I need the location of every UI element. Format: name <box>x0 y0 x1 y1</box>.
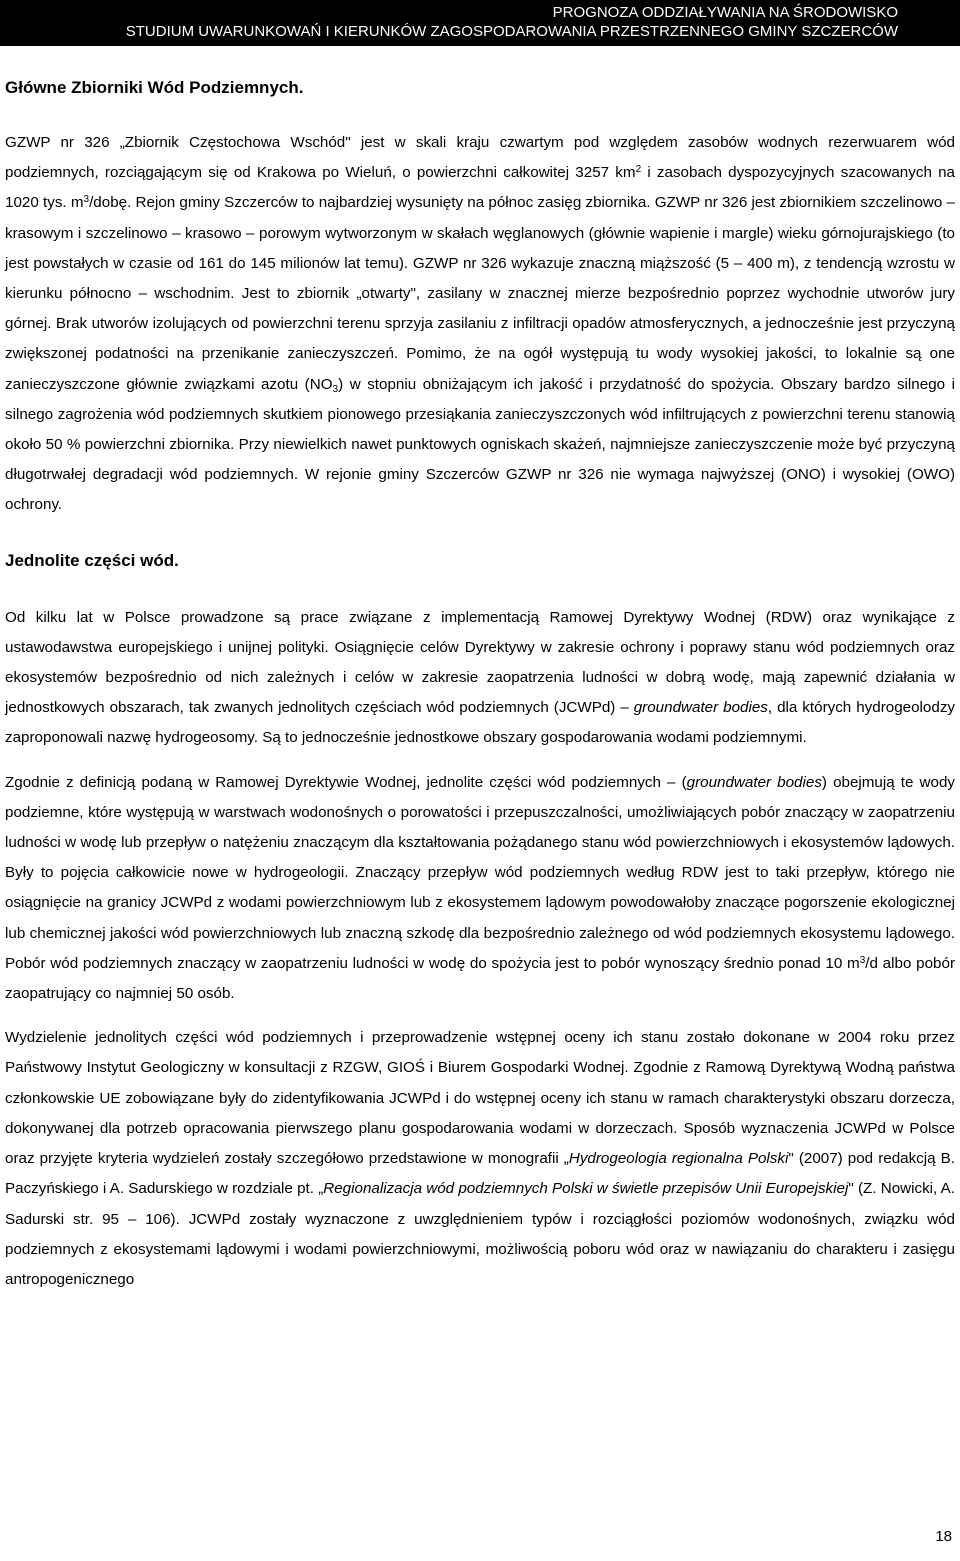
text-run: /d albo pobór zaopatrujący co najmniej 50 osób. <box>5 954 955 1003</box>
paragraph-jcwp-definition <box>5 768 955 1010</box>
italic-term: groundwater bodies <box>686 773 822 791</box>
paragraph-gzwp <box>5 128 955 521</box>
paragraph-jcwp-delineation <box>5 1023 955 1295</box>
subscript: 3 <box>332 383 339 395</box>
section-heading-jcwp: Jednolite części wód. <box>5 550 179 570</box>
paragraph-jcwp-intro <box>5 603 955 754</box>
text-run: " (Z. Nowicki, A. Sadurski str. 95 – 106). JCWPd zostały wyznaczone z uwzględnieniem typów i rozciągłości poziomów wodonośnych, związku wód podziemnych z ekosystemami lądowymi i wodami powierzchniowymi, możliwością poboru wód oraz w nawiązaniu do charakteru i zasięgu antropogenicznego <box>5 1180 956 1288</box>
text-run: Wydzielenie jednolitych części wód podziemnych i przeprowadzenie wstępnej oceny ich stanu zostało dokonane w 2004 roku przez Państwowy Instytut Geologiczny w konsultacji z RZGW, GIOŚ i Biurem Gospodarki Wodnej. Zgodnie z Ramową Dyrektywą Wodną państwa członkowskie UE zobowiązane były do zidentyfikowania JCWPd i do wstępnej oceny ich stanu w ramach charakterystyki obszaru dorzecza, dokonywanej dla potrzeb opracowania pierwszego planu gospodarowania wodami w dorzeczach. Sposób wyznaczenia JCWPd w Polsce oraz przyjęte kryteria wydzieleń zostały szczegółowo przedstawione w monografii „ <box>5 1029 955 1168</box>
document-body <box>5 78 955 1309</box>
header-title: PROGNOZA ODDZIAŁYWANIA NA ŚRODOWISKO <box>552 4 898 21</box>
italic-title: Regionalizacja wód podziemnych Polski w świetle przepisów Unii Europejskiej <box>323 1180 849 1198</box>
text-run: Zgodnie z definicją podaną w Ramowej Dyrektywie Wodnej, jednolite części wód podziemnych – ( <box>5 773 687 791</box>
header-subtitle: STUDIUM UWARUNKOWAŃ I KIERUNKÓW ZAGOSPODAROWANIA PRZESTRZENNEGO GMINY SZCZERCÓW <box>125 23 898 40</box>
italic-title: Hydrogeologia regionalna Polski <box>568 1150 789 1168</box>
document-header <box>0 0 960 46</box>
section-heading-gzwp: Główne Zbiorniki Wód Podziemnych. <box>5 78 304 97</box>
superscript: 2 <box>635 164 642 176</box>
superscript: 3 <box>859 954 866 966</box>
text-run: i zasobach dyspozycyjnych szacowanych na 1020 tys. m <box>5 164 955 212</box>
text-run: GZWP nr 326 „Zbiornik Częstochowa Wschód" jest w skali kraju czwartym pod względem zasobów wodnych rezerwuarem wód podziemnych, rozciągającym się od Krakowa po Wieluń, o powierzchni całkowitej 3257 km <box>5 134 955 182</box>
text-run: Od kilku lat w Polsce prowadzone są prace związane z implementacją Ramowej Dyrektywy Wodnej (RDW) oraz wynikające z ustawodawstwa europejskiego i unijnej polityki. Osiągnięcie celów Dyrektywy w zakresie ochrony i poprawy stanu wód podziemnych oraz ekosystemów bezpośrednio od nich zależnych i celów w zakresie zaopatrzenia ludności w dobrą wodę, mają zapewnić działania w jednostkowych obszarach, tak zwanych jednolitych częściach wód podziemnych (JCWPd) – <box>5 608 955 717</box>
page-number: 18 <box>935 1528 952 1545</box>
text-run: , dla których hydrogeolodzy zaproponowali nazwę hydrogeosomy. Są to jednocześnie jednostkowe obszary gospodarowania wodami podziemnymi. <box>5 699 956 747</box>
italic-term: groundwater bodies <box>633 699 768 717</box>
text-run: ) w stopniu obniżającym ich jakość i przydatność do spożycia. Obszary bardzo silnego i silnego zagrożenia wód podziemnych skutkiem pionowego przesiąkania zanieczyszczonych wód infiltrujących z powierzchni terenu stanowią około 50 % powierzchni zbiornika. Przy niewielkich nawet punktowych ogniskach skażeń, najmniejsze zanieczyszczenie może być przyczyną długotrwałej degradacji wód podziemnych. W rejonie gminy Szczerców GZWP nr 326 nie wymaga najwyższej (ONO) i wysokiej (OWO) ochrony. <box>5 375 956 514</box>
text-run: ) obejmują te wody podziemne, które występują w warstwach wodonośnych o porowatości i przepuszczalności, umożliwiających pobór znaczący w zaopatrzeniu ludności w wodę lub przepływ o natężeniu znaczącym dla kształtowania pożądanego stanu wód powierzchniowych i ekosystemów lądowych. Były to pojęcia całkowicie nowe w hydrogeologii. Znaczący przepływ wód podziemnych według RDW jest to taki przepływ, którego nie osiągnięcie na granicy JCWPd z wodami powierzchniowym lub z ekosystemem lądowym powodowałoby znaczące pogorszenie ekologicznej lub chemicznej jakości wód powierzchniowych lub znaczną szkodę dla bezpośrednio zależnego od wód podziemnych ekosystemu lądowego. Pobór wód podziemnych znaczący w zaopatrzeniu ludności w wodę do spożycia jest to pobór wynoszący średnio ponad 10 m <box>5 773 956 972</box>
text-run: " (2007) pod redakcją B. Paczyńskiego i A. Sadurskiego w rozdziale pt. „ <box>5 1150 956 1198</box>
text-run: /dobę. Rejon gminy Szczerców to najbardziej wysunięty na północ zasięg zbiornika. GZWP nr 326 jest zbiornikiem szczelinowo – krasowym i szczelinowo – krasowo – porowym wytworzonym w skałach węglanowych (głównie wapienie i margle) wieku górnojurajskiego (to jest powstałych w czasie od 161 do 145 milionów lat temu). GZWP nr 326 wykazuje znaczną miąższość (5 – 400 m), z tendencją wzrostu w kierunku północno – wschodnim. Jest to zbiornik „otwarty", zasilany w znacznej mierze bezpośrednio poprzez wychodnie utworów jury górnej. Brak utworów izolujących od powierzchni terenu sprzyja zasilaniu z infiltracji opadów atmosferycznych, a jednocześnie jest przyczyną zwiększonej podatności na przenikanie zanieczyszczeń. Pomimo, że na ogół występują tu wody wysokiej jakości, to lokalnie są one zanieczyszczone głównie związkami azotu (NO <box>5 194 955 393</box>
superscript: 3 <box>83 194 90 206</box>
